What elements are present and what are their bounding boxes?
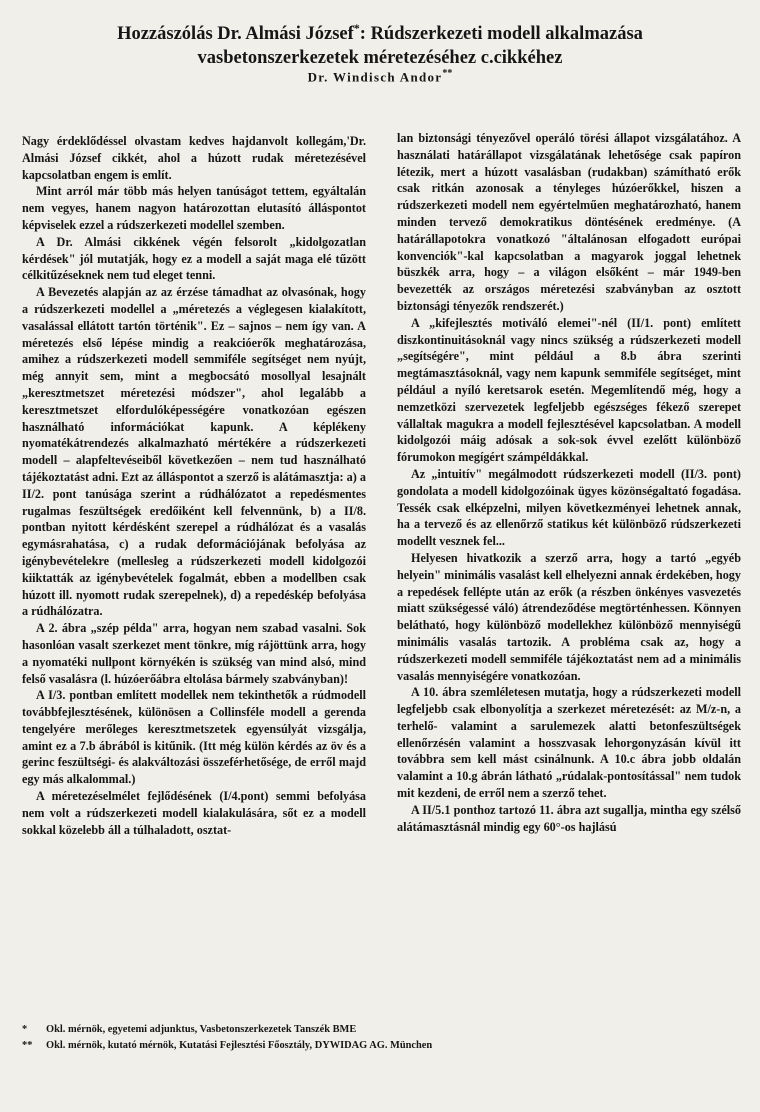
paragraph: Nagy érdeklődéssel olvastam kedves hajdanvolt kollegám,'Dr. Almási József cikkét, ahol a húzott rudak méretezésével kapcsolatban engem is említ.: [22, 134, 366, 182]
title-part2: : Rúdszerkezeti modell alkalmazása: [359, 24, 643, 45]
paragraph: A Dr. Almási cikkének végén felsorolt „kidolgozatlan kérdések" jól mutatják, hogy ez a modell a saját maga elé tűzött célkitűzéseknek nem tud eleget tenni.: [22, 234, 366, 283]
paragraph: A II/5.1 ponthoz tartozó 11. ábra azt sugallja, mintha egy szélső alátámasztásnál mindig egy 60°-os hajlású: [397, 802, 741, 834]
footnote: [22, 1022, 742, 1038]
paragraph: A méretezéselmélet fejlődésének (I/4.pont) semmi befolyása nem volt a rúdszerkezeti modell kialakulására, sőt ez a modell sokkal közelebb áll a túlhaladott, osztat-: [22, 789, 366, 837]
footnote-mark: **: [22, 1040, 33, 1051]
footnotes: [22, 1022, 742, 1054]
paragraph: A 10. ábra szemléletesen mutatja, hogy a rúdszerkezeti modell legfeljebb csak elbonyolítja a szerkezet méretezését: az M/z-n, a terhelő- valamint a sarulemezek alatti betonfeszültségek ellenőrzésén valamint a hosszvasak lehorgonyzásán kívül itt továbbra sem kell mást csinálnunk. A 10.c ábra jobb oldalán valamint a 10.g ábrán látható „rúdalak-pontosítással" nem tudok mit kezdeni, de erről nem a szerző tehet.: [397, 685, 741, 801]
author-name: Dr. Windisch Andor: [307, 69, 443, 85]
title-line2: vasbetonszerkezetek méretezéséhez c.cikkéhez: [197, 48, 563, 69]
right-column: [397, 130, 741, 835]
footnote-mark: *: [22, 1024, 28, 1035]
paragraph: A 2. ábra „szép példa" arra, hogyan nem szabad vasalni. Sok hasonlóan vasalt szerkezet ment tönkre, míg rájöttünk arra, hogy a nyomatéki nullpont környékén is szükség van mind alsó, mind felső vasalásra (l. húzóerőábra eltolása bármely szabványban)!: [22, 621, 366, 686]
paragraph: Az „intuitív" megálmodott rúdszerkezeti modell (II/3. pont) gondolata a modell kidolgozóinak ügyes közönségaltató fogadása. Tessék csak elképzelni, milyen következményei lehetnek annak, ha a tervező és az ellenőrző statikus két különböző rúdszerkezeti modellt vesznek fel...: [397, 466, 741, 549]
paragraph: Helyesen hivatkozik a szerző arra, hogy a tartó „egyéb helyein" minimális vasalást kell elhelyezni annak érdekében, hogy a repedések fellépte után az erők (a részben önkényes vasvezetés miatt szükségessé váló) átrendeződése megtörténhessen. Könnyen belátható, hogy különböző modellekhez különböző mennyiségű minimális vasalás tartozik. A probléma csak az, hogy a rúdszerkezeti modell semmiféle tájékoztatást nem ad a minimális vasalás mennyiségére vonatkozóan.: [397, 550, 741, 683]
paragraph: A „kifejlesztés motiváló elemei"-nél (II/1. pont) említett diszkontinuitásoknál vagy nincs szükség a rúdszerkezeti modell „segítségére", mint például a 8.b ábra szerinti megtámasztásoknál, vagy nem kapunk semmiféle segítséget, mint például a nyíló keretsarok esetén. Megemlítendő még, hogy a nemzetközi szervezetek legfeljebb egészséges fékező szerepet vállaltak magukra a modell fejlesztésével kapcsolatban. A modell kidolgozói máig adósak a sok-sok évvel ezelőtt különböző fórumokon megígért számpéldákkal.: [397, 315, 741, 465]
article-title: [40, 16, 720, 70]
author-footnote-mark: **: [442, 68, 453, 79]
title-part1: Hozzászólás Dr. Almási József: [117, 24, 354, 45]
footnote-text: Okl. mérnök, egyetemi adjunktus, Vasbetonszerkezetek Tanszék BME: [46, 1024, 357, 1035]
footnote-text: Okl. mérnök, kutató mérnök, Kutatási Fejlesztési Főosztály, DYWIDAG AG. München: [46, 1040, 433, 1051]
paragraph: Mint arról már több más helyen tanúságot tettem, egyáltalán nem vegyes, hanem nagyon határozottan elutasító álláspontot képviselek ezzel a rúdszerkezeti modellel szemben.: [22, 184, 366, 232]
footnote: [22, 1038, 742, 1054]
paragraph: A Bevezetés alapján az az érzése támadhat az olvasónak, hogy a rúdszerkezeti modellel a „méretezés a véglegesen kialakított, vasalással ellátott tartón történik". Ez – sajnos – nem így van. A méretezés első lépése mindig a reakcióerők meghatározása, amihez a rúdszerkezeti modell semmiféle segítséget nem nyújt, még annyit sem, mint a megbocsátó mosollyal lesajnált „keresztmetszet méretezési módszer", ahol legalább a keresztmetszet elfordulóképességére vonatkozóan egészen használható információkat kapunk. A képlékeny nyomatékátrendezés alkalmazható mértékére a rúdszerkezeti modell – alapfeltevéseiből következően – nem tud használható tájékoztatást adni. Ezt az álláspontot a szerző is alátámasztja: a) a II/2. pont tanúsága szerint a rúdhálózatot a repedésmentes rugalmas feszültségek eredőiként kell felvennünk, b) a II/8. pontban nyitott kérdésként szerepel a rúdhálózat és a vasalás egymásrahatása, c) a rudak deformációjának befolyása az igénybevételekre (mellesleg a rúdszerkezeti modell kidolgozói kiiktatták az igénybevételek fogalmát, ebben a modellben csak húzott ill. nyomott rudak szerepelnek), d) a repedéskép befolyása a rúdhálózatra.: [22, 285, 366, 619]
left-column: [22, 133, 366, 838]
title-footnote-mark: *: [353, 21, 360, 35]
paragraph: A I/3. pontban említett modellek nem tekinthetők a rúdmodell továbbfejlesztésének, különösen a Collinsféle modell a gerenda tengelyére merőleges keresztmetszetek egyensúlyát vizsgálja, amint ez a 7.b ábrából is kitűnik. (Itt még külön kérdés az öv és a gerinc feszültségi- és alakváltozási összeférhetősége, de erről majd egy más alkalommal.): [22, 688, 366, 787]
author-line: [40, 68, 720, 85]
paragraph: lan biztonsági tényezővel operáló törési állapot vizsgálatához. A használati határállapot vizsgálatának lehetősége csak papíron létezik, mert a húzott vasalásban (rudakban) számítható erők csak ritkán azonosak a tényleges húzóerőkkel, hiszen a rúdszerkezeti modell nem egyértelműen meghatározható, hanem minden tervező demokratikus döntésének eredménye. (A határállapotokra vonatkozó "általánosan elfogadott európai konvenciók"-kal kapcsolatban a magyarok joggal lehetnek büszkék arra, hogy – a világon elsőként – már 1949-ben bevezették az országos méretezési szabványban az osztott biztonsági tényezők rendszerét.): [397, 131, 741, 313]
